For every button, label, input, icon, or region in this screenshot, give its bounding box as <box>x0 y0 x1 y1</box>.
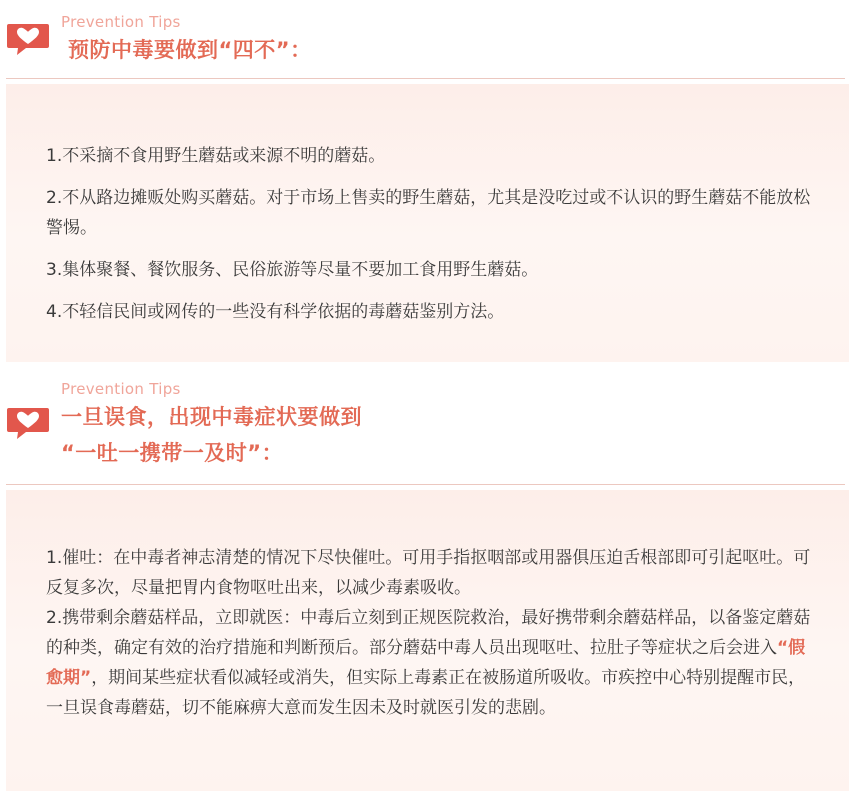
section1-item-4: 4.不轻信民间或网传的一些没有科学依据的毒蘑菇鉴别方法。 <box>46 302 505 322</box>
section2-item-2 <box>46 603 816 723</box>
heart-chat-icon <box>6 406 50 440</box>
section1-item-3: 3.集体聚餐、餐饮服务、民俗旅游等尽量不要加工食用野生蘑菇。 <box>46 260 539 280</box>
section2-divider <box>6 484 845 485</box>
section2-item-2-text-b: ，期间某些症状看似减轻或消失，但实际上毒素正在被肠道所吸收。市疾控中心特别提醒市民，一旦误食毒蘑菇，切不能麻痹大意而发生因未及时就医引发的悲剧。 <box>46 668 806 718</box>
section2-item-1: 1.催吐：在中毒者神志清楚的情况下尽快催吐。可用手指抠咽部或用器俱压迫舌根部即可引起呕吐。可反复多次，尽量把胃内食物呕吐出来，以减少毒素吸收。 <box>46 548 811 598</box>
section2-item-2-text-a: 2.携带剩余蘑菇样品，立即就医：中毒后立刻到正规医院救治，最好携带剩余蘑菇样品，以备鉴定蘑菇的种类，确定有效的治疗措施和判断预后。部分蘑菇中毒人员出现呕吐、拉肚子等症状之后会进入 <box>46 608 811 658</box>
section2-title-line1: 一旦误食，出现中毒症状要做到 <box>61 405 362 429</box>
section2-item-2-highlight: “假愈期” <box>46 638 806 688</box>
section1-tips-label: Prevention Tips <box>61 13 181 31</box>
heart-chat-icon <box>6 22 50 56</box>
section2-tips-label: Prevention Tips <box>61 380 181 398</box>
section1-item-2: 2.不从路边摊贩处购买蘑菇。对于市场上售卖的野生蘑菇，尤其是没吃过或不认识的野生蘑菇不能放松警惕。 <box>46 188 811 238</box>
section1-item-1: 1.不采摘不食用野生蘑菇或来源不明的蘑菇。 <box>46 146 386 166</box>
section1-title: 预防中毒要做到“四不”： <box>68 38 312 62</box>
section2-title-line2: “一吐一携带一及时”： <box>61 441 284 465</box>
section1-divider <box>6 78 845 79</box>
